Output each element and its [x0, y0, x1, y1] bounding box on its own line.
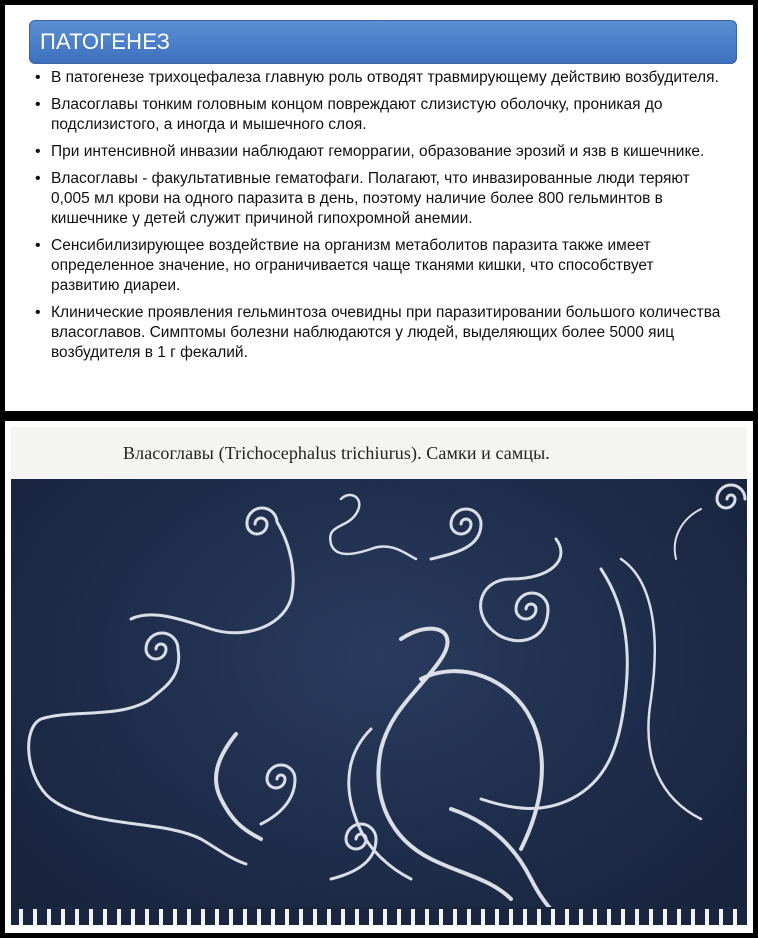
- ruler-tick: [663, 909, 667, 925]
- ruler-tick: [229, 909, 233, 925]
- ruler-tick: [33, 909, 37, 925]
- ruler-tick: [565, 909, 569, 925]
- ruler-tick: [117, 909, 121, 925]
- bullet-item: • Власоглавы тонким головным концом повреждают слизистую оболочку, проникая до подслизистого, а иногда и мышечного слоя.: [35, 95, 725, 135]
- ruler-tick: [271, 909, 275, 925]
- ruler-tick: [159, 909, 163, 925]
- ruler-tick: [47, 909, 51, 925]
- caption-strip: [11, 427, 747, 479]
- ruler-tick: [369, 909, 373, 925]
- ruler-tick: [341, 909, 345, 925]
- ruler-tick: [355, 909, 359, 925]
- bullet-item: • Сенсибилизирующее воздействие на организм метаболитов паразита также имеет определенное значение, но ограничивается чаще тканями кишки, что способствует развитию диареи.: [35, 236, 725, 296]
- worm-illustration: [11, 479, 747, 925]
- ruler-tick: [677, 909, 681, 925]
- ruler-tick: [187, 909, 191, 925]
- ruler-tick: [593, 909, 597, 925]
- ruler-tick: [635, 909, 639, 925]
- ruler-tick: [691, 909, 695, 925]
- worm-photo: [11, 479, 747, 925]
- photo-panel: [3, 419, 755, 935]
- ruler-tick: [411, 909, 415, 925]
- photo-caption: Власоглавы (Trichocephalus trichiurus). Самки и самцы.: [123, 443, 550, 463]
- ruler-tick: [607, 909, 611, 925]
- ruler-tick: [425, 909, 429, 925]
- bullet-item: • В патогенезе трихоцефалеза главную роль отводят травмирующему действию возбудителя.: [35, 68, 725, 88]
- ruler-tick: [313, 909, 317, 925]
- ruler-tick: [705, 909, 709, 925]
- ruler-tick: [75, 909, 79, 925]
- slide-title: ПАТОГЕНЕЗ: [29, 20, 737, 64]
- ruler-tick: [243, 909, 247, 925]
- ruler-tick: [285, 909, 289, 925]
- ruler-tick: [439, 909, 443, 925]
- bullet-list: [35, 68, 725, 370]
- slide-panel: [3, 3, 755, 413]
- ruler-tick: [733, 909, 737, 925]
- ruler-tick: [89, 909, 93, 925]
- bullet-item: • При интенсивной инвазии наблюдают геморрагии, образование эрозий и язв в кишечнике.: [35, 142, 725, 162]
- ruler-tick: [579, 909, 583, 925]
- bullet-item: • Клинические проявления гельминтоза очевидны при паразитировании большого количества власоглавов. Симптомы болезни наблюдаются у людей, выделяющих более 5000 яиц возбудителя в 1 г фекалий.: [35, 303, 725, 363]
- ruler-tick: [19, 909, 23, 925]
- ruler-tick: [551, 909, 555, 925]
- ruler-tick: [145, 909, 149, 925]
- ruler-tick: [509, 909, 513, 925]
- ruler-tick: [299, 909, 303, 925]
- ruler-tick: [453, 909, 457, 925]
- ruler-tick: [327, 909, 331, 925]
- ruler-tick: [537, 909, 541, 925]
- ruler-tick: [467, 909, 471, 925]
- ruler-tick: [523, 909, 527, 925]
- ruler-tick: [61, 909, 65, 925]
- ruler-tick: [621, 909, 625, 925]
- ruler-tick: [383, 909, 387, 925]
- ruler-tick: [173, 909, 177, 925]
- ruler-tick: [495, 909, 499, 925]
- ruler-tick: [131, 909, 135, 925]
- ruler-tick: [719, 909, 723, 925]
- ruler-tick: [257, 909, 261, 925]
- ruler-tick: [103, 909, 107, 925]
- ruler-tick: [397, 909, 401, 925]
- ruler-tick: [201, 909, 205, 925]
- ruler-tick: [649, 909, 653, 925]
- ruler-tick: [481, 909, 485, 925]
- bullet-item: • Власоглавы - факультативные гематофаги. Полагают, что инвазированные люди теряют 0,005 мл крови на одного паразита в день, поэтому наличие более 800 гельминтов в кишечнике у детей служит причиной гипохромной анемии.: [35, 169, 725, 229]
- ruler-tick: [215, 909, 219, 925]
